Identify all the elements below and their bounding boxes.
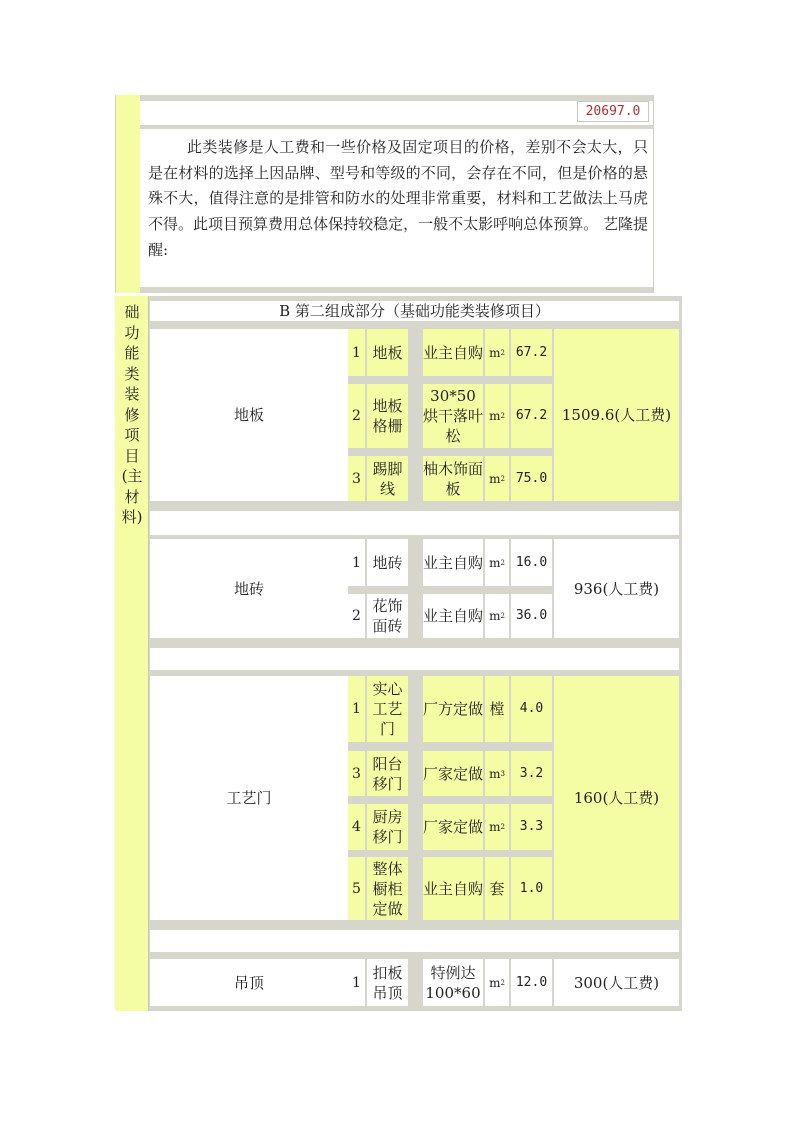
spacer-row [150,930,679,952]
unit: m 2 [485,329,509,376]
group-name: 地砖 [150,539,348,638]
category-label: 础功能类装修项目(主材料) [121,303,143,526]
material: 业主自购 [423,857,483,920]
labor-cost: 1509.6(人工费) [554,329,679,501]
item-name: 地板格栅 [367,384,408,448]
row-number: 3 [348,751,365,796]
unit: m 2 [485,456,509,501]
row-number: 3 [348,456,365,501]
labor-cost: 160(人工费) [554,676,679,920]
item-name: 地板 [367,329,408,376]
item-name: 实心工艺门 [367,676,408,742]
divider [140,287,653,293]
material: 厂家定做 [423,804,483,850]
item-name: 地砖 [367,539,408,586]
unit: m 2 [485,959,509,1006]
unit: m 3 [485,751,509,796]
divider [140,125,653,129]
group-name: 地板 [150,329,348,501]
quantity: 1.0 [511,857,552,920]
item-name: 整体橱柜定做 [367,857,408,920]
group-name: 工艺门 [150,676,348,920]
group-name: 吊顶 [150,959,348,1006]
item-name: 阳台移门 [367,751,408,796]
quantity: 67.2 [511,329,552,376]
quantity: 67.2 [511,384,552,448]
material: 厂方定做 [423,676,483,742]
item-name: 扣板吊顶 [367,959,408,1006]
item-name: 踢脚线 [367,456,408,501]
row-number: 1 [348,959,365,1006]
material: 业主自购 [423,329,483,376]
unit: m 2 [485,539,509,586]
budget-table [115,296,682,1011]
quantity: 16.0 [511,539,552,586]
item-name: 花饰面砖 [367,594,408,638]
total-amount: 20697.0 [577,101,649,122]
unit: m 2 [485,804,509,850]
quantity: 3.2 [511,751,552,796]
unit: m 2 [485,384,509,448]
summary-block [140,95,654,293]
labor-cost: 300(人工费) [554,959,679,1006]
material: 业主自购 [423,594,483,638]
row-number: 2 [348,594,365,638]
material: 业主自购 [423,539,483,586]
material: 厂家定做 [423,751,483,796]
unit: 套 [485,857,509,920]
quantity: 4.0 [511,676,552,742]
quantity: 75.0 [511,456,552,501]
quantity: 12.0 [511,959,552,1006]
note-paragraph: 此类装修是人工费和一些价格及固定项目的价格，差别不会太大，只是在材料的选择上因品牌、型号和等级的不同，会存在不同，但是价格的悬殊不大，值得注意的是排管和防水的处理非常重要，材料和工艺做法上马虎不得。此项目预算费用总体保持较稳定，一般不太影呼响总体预算。 艺隆提醒: [148,138,648,259]
item-name: 厨房移门 [367,804,408,850]
labor-cost: 936(人工费) [554,539,679,638]
quantity: 3.3 [511,804,552,850]
material: 柚木饰面板 [423,456,483,501]
left-strip [115,95,141,293]
unit: 樘 [485,676,509,742]
row-number: 2 [348,384,365,448]
quantity: 36.0 [511,594,552,638]
row-number: 1 [348,676,365,742]
row-number: 4 [348,804,365,850]
row-number: 1 [348,539,365,586]
material: 30*50烘干落叶松 [423,384,483,448]
category-column [115,296,149,1011]
row-number: 5 [348,857,365,920]
spacer-row [150,511,679,535]
unit: m 2 [485,594,509,638]
row-number: 1 [348,329,365,376]
section-title: B 第二组成部分（基础功能类装修项目） [150,301,679,321]
material: 特例达100*60 [423,959,483,1006]
spacer-row [150,648,679,670]
